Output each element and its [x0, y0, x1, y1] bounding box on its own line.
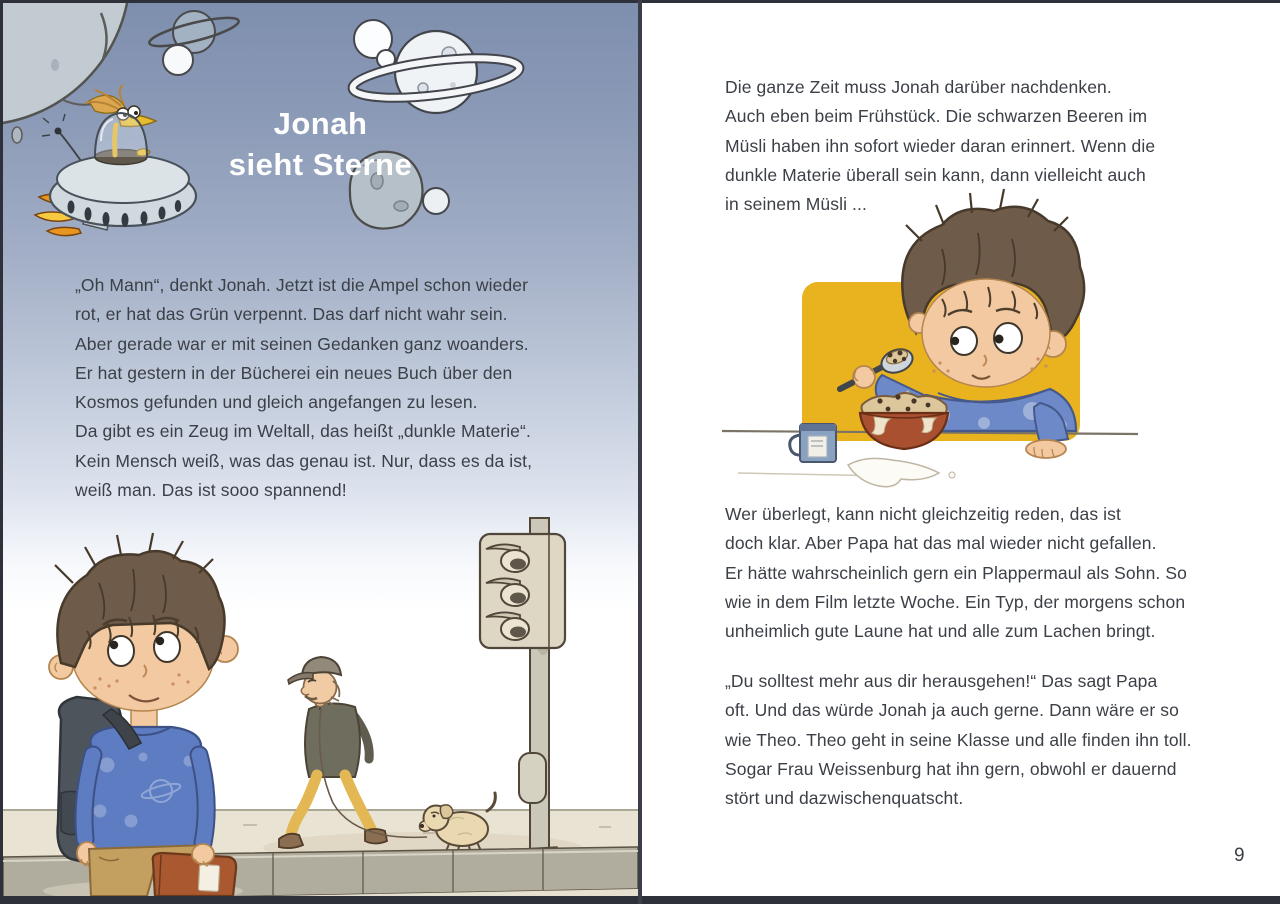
- right-page-paragraph-2: [725, 500, 1255, 646]
- left-page-paragraph: [75, 271, 595, 505]
- text-line: doch klar. Aber Papa hat das mal wieder nicht gefallen.: [725, 533, 1157, 554]
- page-number: 9: [1234, 845, 1245, 866]
- saturn-small-illustration: [147, 11, 241, 53]
- right-page: [642, 3, 1280, 896]
- text-line: unheimlich gute Laune hat und alle zum Lachen bringt.: [725, 621, 1156, 642]
- text-line: „Oh Mann“, denkt Jonah. Jetzt ist die Ampel schon wieder: [75, 275, 529, 295]
- text-line: wie in dem Film letzte Woche. Ein Typ, der morgens schon: [725, 591, 1186, 612]
- text-line: weiß man. Das ist sooo spannend!: [75, 480, 347, 501]
- text-line: Müsli haben ihn sofort wieder daran erinnert. Wenn die: [725, 135, 1156, 156]
- moon-beside-asteroid-illustration: [423, 188, 449, 214]
- text-line: in seinem Müsli ...: [725, 194, 867, 215]
- text-line: stört und dazwischenquatscht.: [725, 788, 964, 809]
- text-line: dunkle Materie überall sein kann, dann vielleicht auch: [725, 164, 1146, 185]
- text-line: Aber gerade war er mit seinen Gedanken ganz woanders.: [75, 333, 529, 354]
- text-line: rot, er hat das Grün verpennt. Das darf nicht wahr sein.: [75, 304, 508, 325]
- chapter-title-line-1: Jonah: [273, 106, 368, 141]
- text-line: Sogar Frau Weissenburg hat ihn gern, obwohl er dauernd: [725, 758, 1177, 779]
- mug-illustration: [790, 424, 836, 462]
- text-line: Er hat gestern in der Bücherei ein neues Buch über den: [75, 362, 513, 383]
- right-page-paragraph-1: [725, 73, 1245, 219]
- text-line: Auch eben beim Frühstück. Die schwarzen Beeren im: [725, 106, 1148, 127]
- left-page: [3, 3, 638, 896]
- small-moon-illustration: [163, 45, 193, 75]
- text-line: Kosmos gefunden und gleich angefangen zu lesen.: [75, 392, 478, 413]
- chapter-title-line-2: sieht Sterne: [228, 147, 413, 182]
- chapter-title: [3, 103, 638, 185]
- text-line: Da gibt es ein Zeug im Weltall, das heißt „dunkle Materie“.: [75, 421, 531, 442]
- text-line: Die ganze Zeit muss Jonah darüber nachdenken.: [725, 77, 1112, 97]
- text-line: oft. Und das würde Jonah ja auch gerne. Dann wäre er so: [725, 700, 1179, 721]
- right-page-paragraph-3: [725, 667, 1255, 813]
- text-line: „Du solltest mehr aus dir herausgehen!“ Das sagt Papa: [725, 671, 1158, 691]
- text-line: wie Theo. Theo geht in seine Klasse und alle finden ihn toll.: [725, 729, 1192, 750]
- text-line: Wer überlegt, kann nicht gleichzeitig reden, das ist: [725, 504, 1121, 524]
- text-line: Kein Mensch weiß, was das genau ist. Nur, dass es da ist,: [75, 450, 533, 471]
- milk-spill-icon: [848, 458, 939, 486]
- text-line: Er hätte wahrscheinlich gern ein Plappermaul als Sohn. So: [725, 562, 1187, 583]
